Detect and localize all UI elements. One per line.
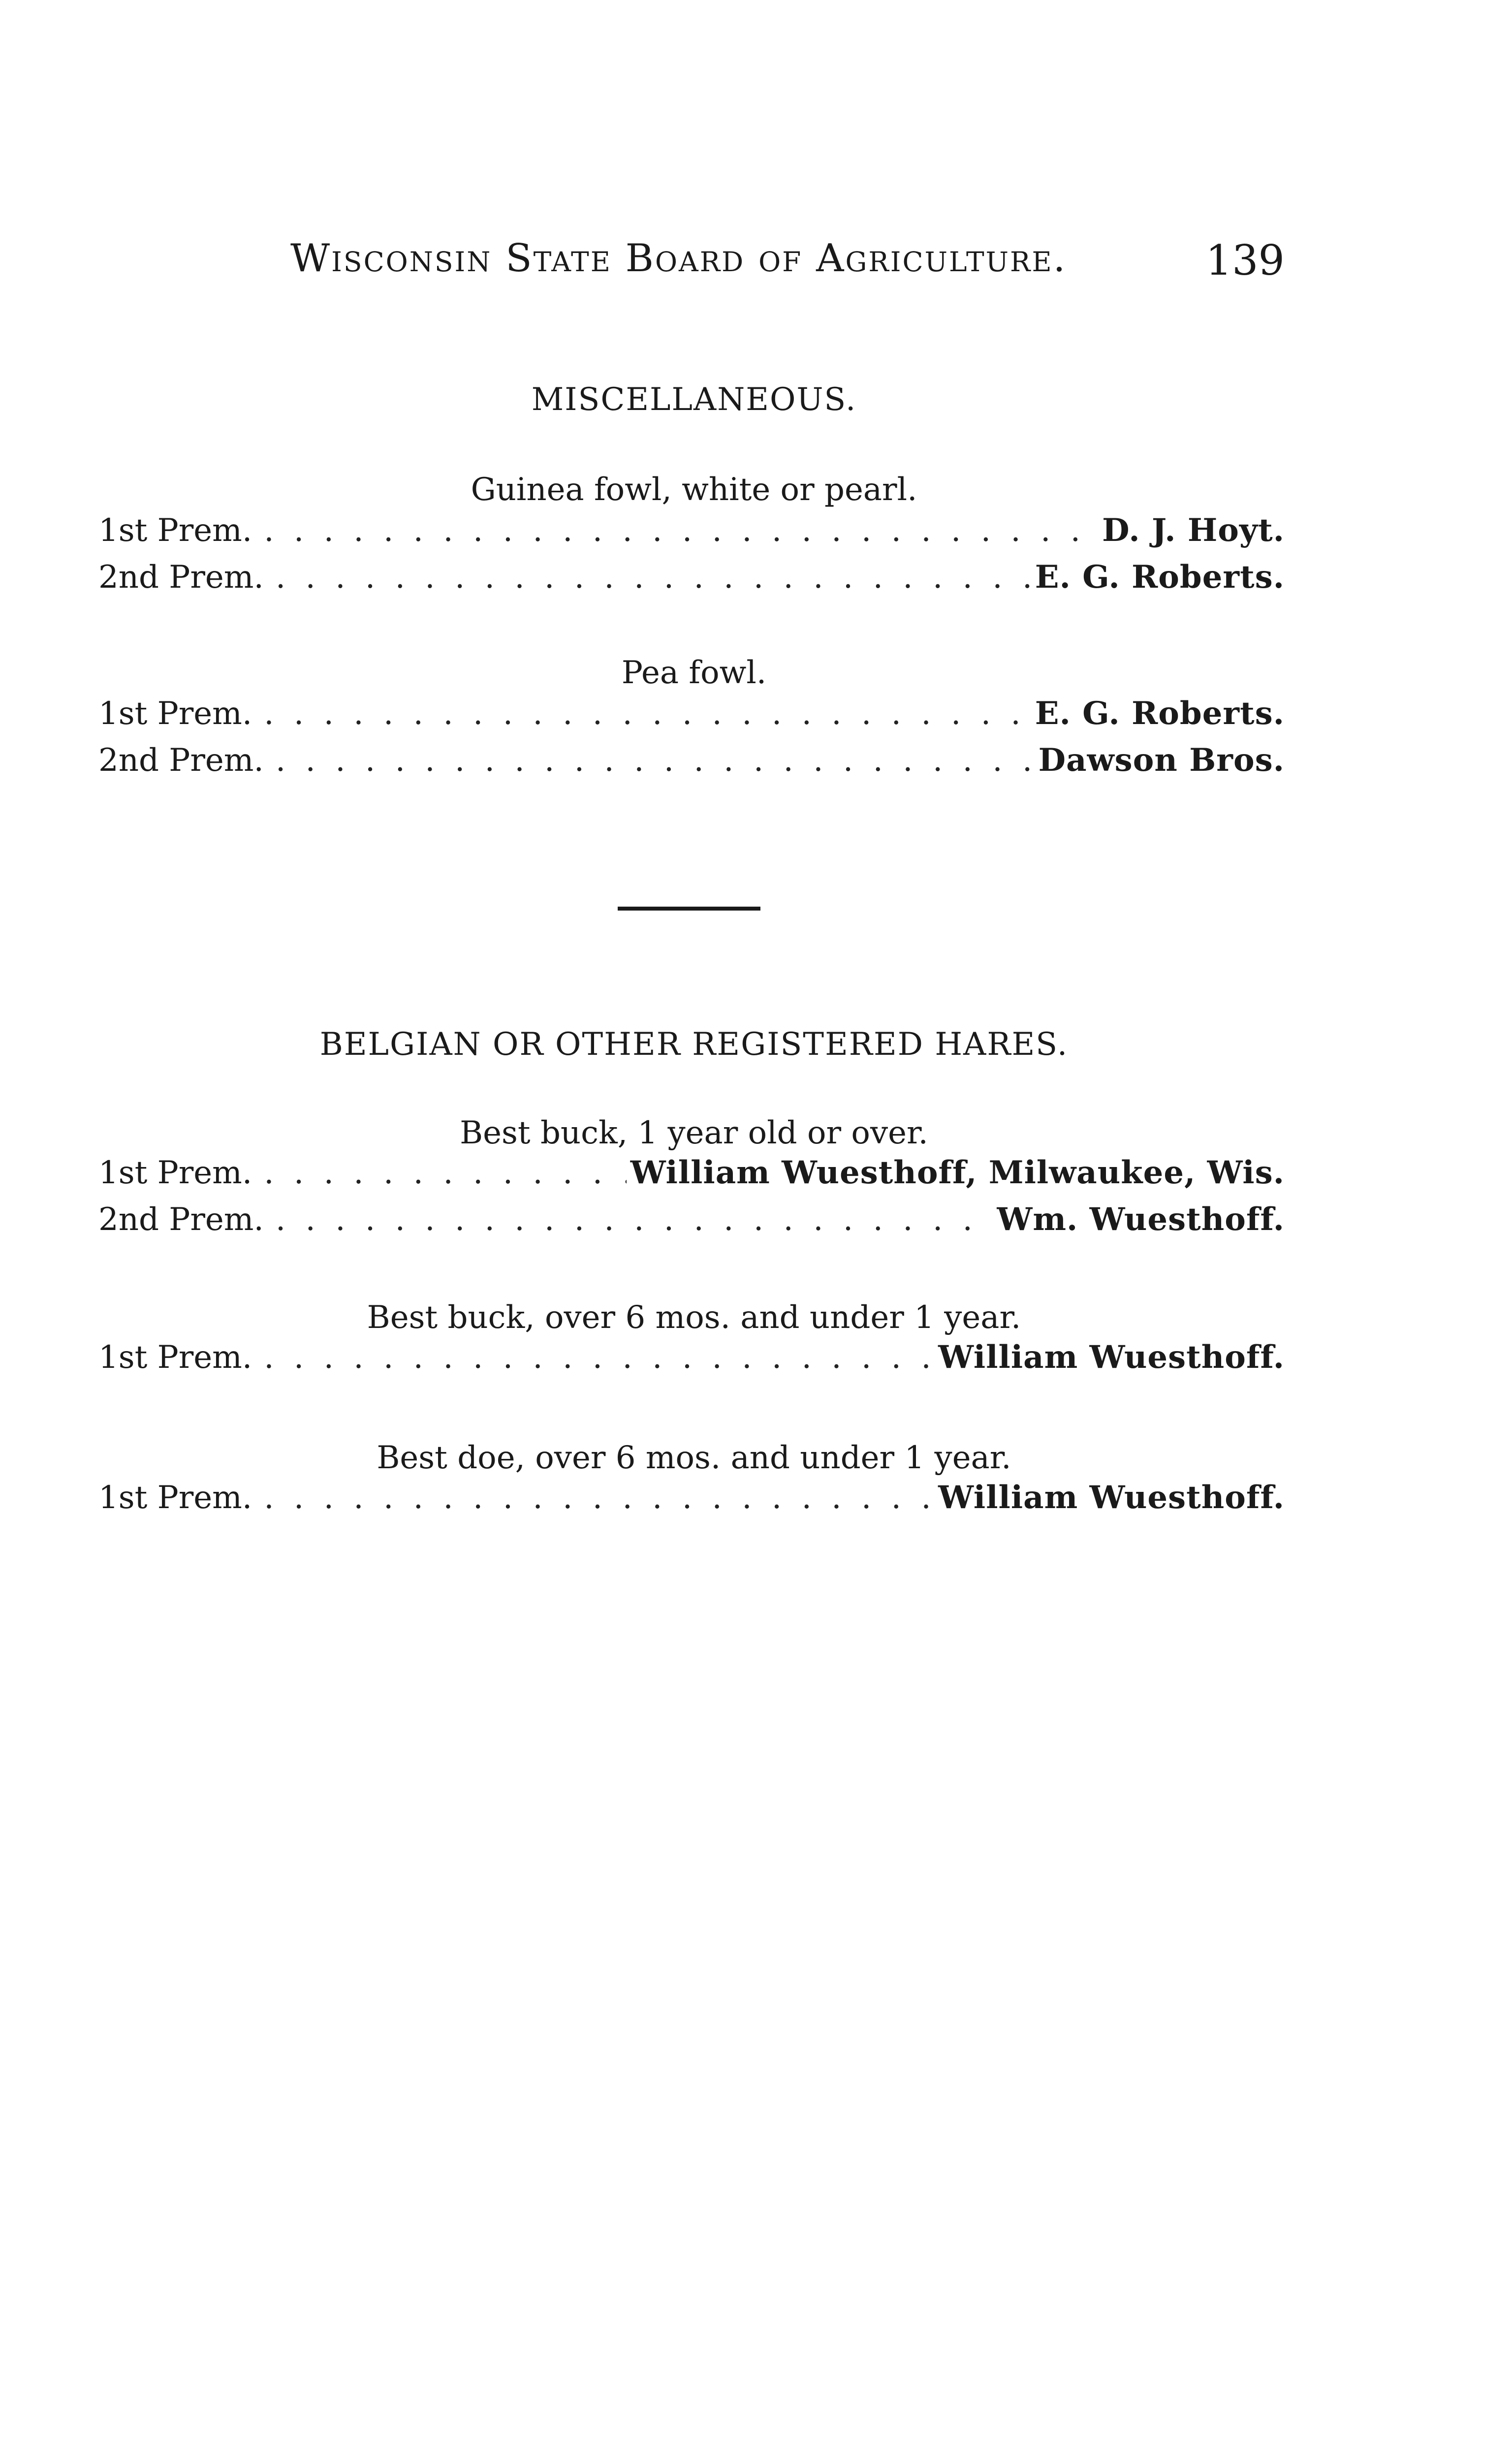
premium-label: 1st Prem. (98, 1339, 252, 1376)
winner-name: William Wuesthoff. (938, 1479, 1285, 1516)
section-heading-miscellaneous: MISCELLANEOUS. (531, 381, 857, 418)
category-title-guinea-fowl: Guinea fowl, white or pearl. (471, 472, 917, 508)
dot-leader (264, 512, 1098, 549)
winner-name: Wm. Wuesthoff. (997, 1201, 1285, 1238)
premium-entry (98, 1479, 1285, 1523)
premium-entry (98, 1339, 1285, 1383)
premium-label: 1st Prem. (98, 1155, 252, 1191)
category-title-best-buck-6-mos: Best buck, over 6 mos. and under 1 year. (367, 1299, 1021, 1336)
dot-leader (264, 1480, 934, 1516)
dot-leader (276, 1201, 993, 1238)
premium-label: 1st Prem. (98, 512, 252, 549)
premium-entry (98, 1201, 1285, 1245)
winner-name: William Wuesthoff. (938, 1339, 1285, 1376)
section-divider (618, 907, 760, 911)
dot-leader (264, 695, 1031, 732)
category-title-pea-fowl: Pea fowl. (621, 655, 767, 691)
dot-leader (276, 559, 1031, 596)
winner-name: E. G. Roberts. (1035, 559, 1285, 596)
premium-entry (98, 512, 1285, 556)
premium-entry (98, 695, 1285, 739)
category-title-best-buck-1-year: Best buck, 1 year old or over. (460, 1115, 928, 1151)
premium-label: 1st Prem. (98, 695, 252, 732)
section-heading-belgian-hares: BELGIAN OR OTHER REGISTERED HARES. (319, 1026, 1069, 1063)
premium-entry (98, 1154, 1285, 1199)
dot-leader (264, 1339, 934, 1376)
premium-label: 1st Prem. (98, 1480, 252, 1516)
running-head (290, 236, 1285, 305)
premium-entry (98, 559, 1285, 603)
premium-label: 2nd Prem. (98, 1201, 264, 1238)
page-number: 139 (1205, 236, 1285, 284)
premium-label: 2nd Prem. (98, 742, 264, 779)
running-title: Wisconsin State Board of Agriculture. (290, 236, 1067, 281)
winner-name: William Wuesthoff, Milwaukee, Wis. (630, 1154, 1285, 1191)
dot-leader (264, 1155, 627, 1191)
winner-name: D. J. Hoyt. (1102, 512, 1285, 549)
premium-label: 2nd Prem. (98, 559, 264, 596)
dot-leader (276, 742, 1035, 779)
winner-name: E. G. Roberts. (1035, 695, 1285, 732)
winner-name: Dawson Bros. (1038, 742, 1285, 779)
category-title-best-doe-6-mos: Best doe, over 6 mos. and under 1 year. (377, 1440, 1011, 1476)
premium-entry (98, 742, 1285, 786)
